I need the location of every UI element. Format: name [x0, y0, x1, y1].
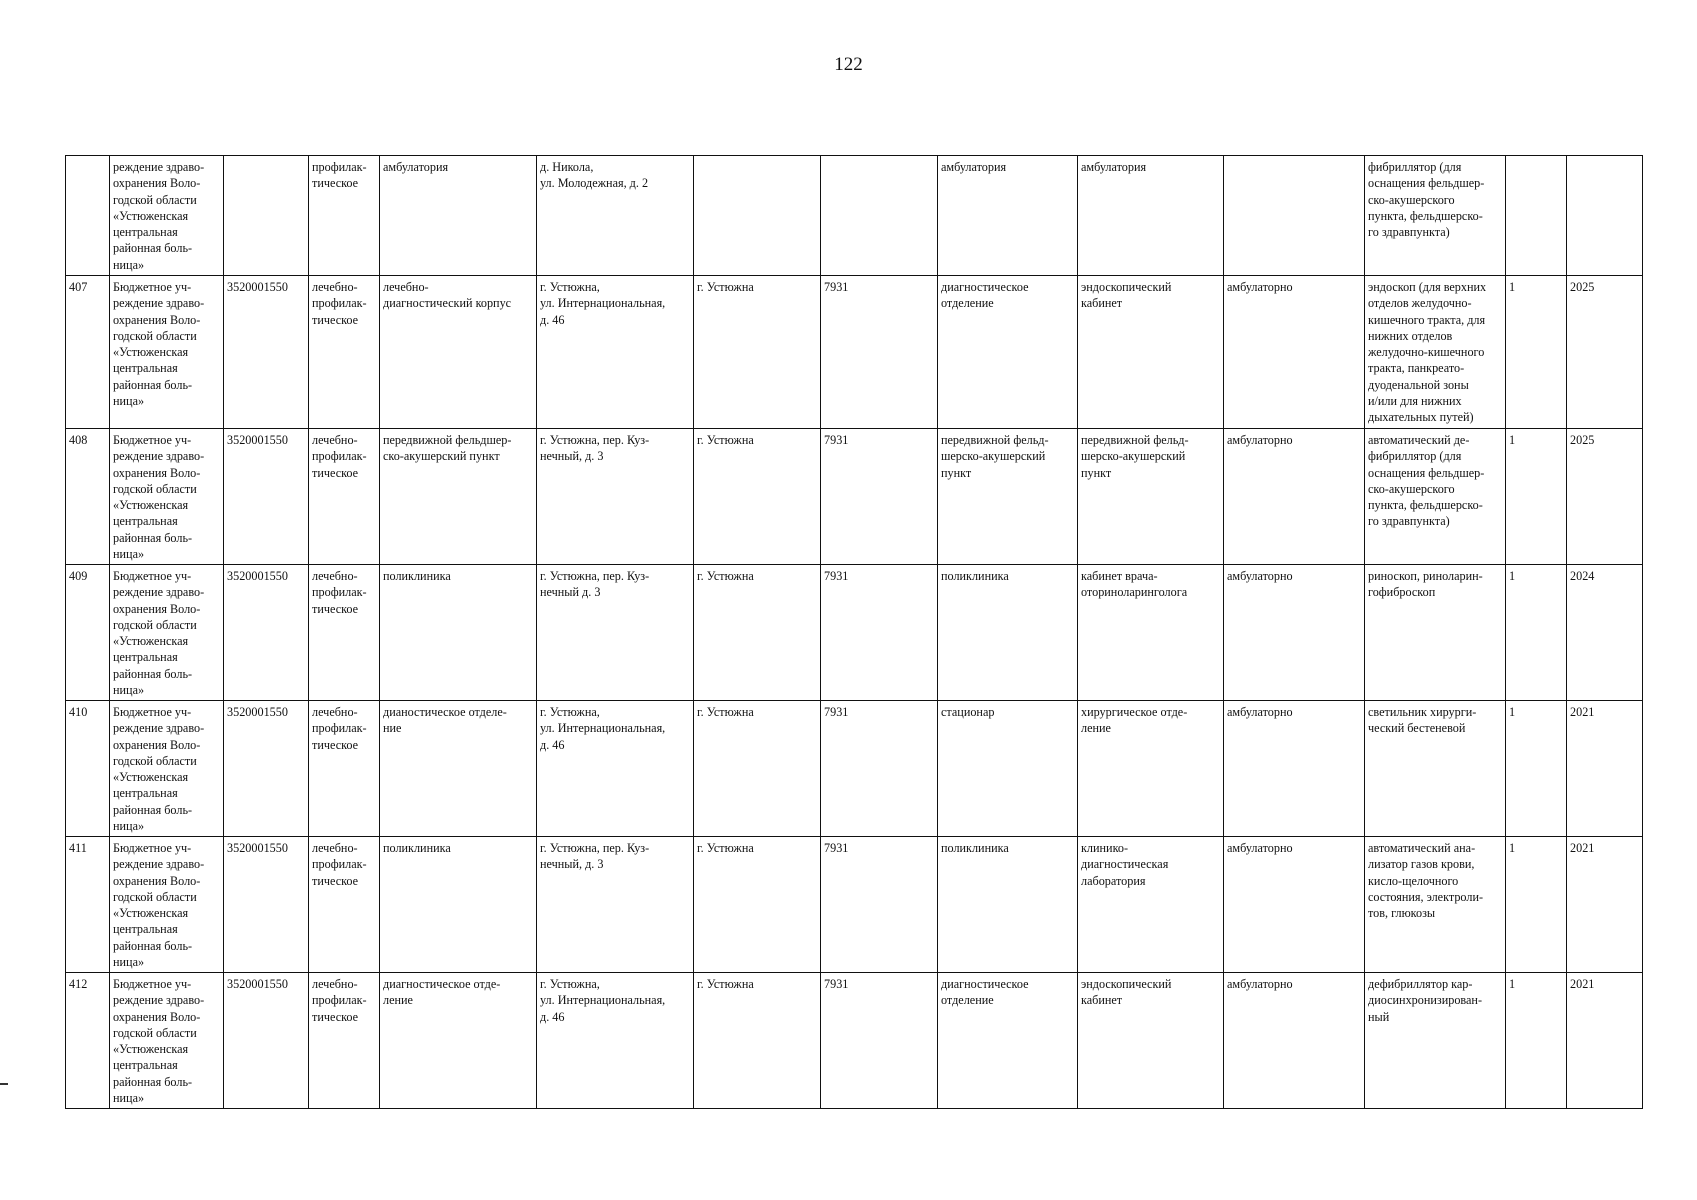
cell-year: 2021 [1567, 701, 1643, 837]
cell-settlement: г. Устюжна [694, 565, 821, 701]
table-row [66, 701, 1643, 837]
cell-unit: диагностическое отде- ление [380, 973, 537, 1109]
cell-care-mode: амбулаторно [1224, 837, 1365, 973]
page-number: 122 [834, 54, 863, 75]
cell-equipment: светильник хирурги- ческий бестеневой [1365, 701, 1506, 837]
cell-okato: 7931 [821, 701, 938, 837]
cell-num [66, 156, 110, 276]
cell-address: г. Устюжна, ул. Интернациональная, д. 46 [537, 276, 694, 429]
cell-equipment: автоматический ана- лизатор газов крови, кисло-щелочного состояния, электроли- тов, глюкозы [1365, 837, 1506, 973]
cell-profile: лечебно- профилак- тическое [309, 837, 380, 973]
cell-department: поликлиника [938, 565, 1078, 701]
cell-equipment: автоматический де- фибриллятор (для оснащения фельдшер- ско-акушерского пункта, фельдшерско- го здравпункта) [1365, 429, 1506, 565]
table-row [66, 837, 1643, 973]
cell-year: 2025 [1567, 429, 1643, 565]
cell-num: 409 [66, 565, 110, 701]
table-row [66, 156, 1643, 276]
cell-okato: 7931 [821, 973, 938, 1109]
cell-cabinet: эндоскопический кабинет [1078, 973, 1224, 1109]
cell-settlement [694, 156, 821, 276]
cell-quantity: 1 [1506, 973, 1567, 1109]
cell-department: передвижной фельд- шерско-акушерский пункт [938, 429, 1078, 565]
cell-cabinet: кабинет врача- оториноларинголога [1078, 565, 1224, 701]
cell-profile: профилак- тическое [309, 156, 380, 276]
scan-margin-mark [0, 1083, 8, 1085]
cell-inn: 3520001550 [224, 429, 309, 565]
cell-okato [821, 156, 938, 276]
cell-year [1567, 156, 1643, 276]
cell-address: г. Устюжна, ул. Интернациональная, д. 46 [537, 701, 694, 837]
cell-profile: лечебно- профилак- тическое [309, 565, 380, 701]
cell-equipment: дефибриллятор кар- диосинхронизирован- ный [1365, 973, 1506, 1109]
cell-care-mode: амбулаторно [1224, 973, 1365, 1109]
cell-num: 410 [66, 701, 110, 837]
cell-unit: дианостическое отделе- ние [380, 701, 537, 837]
cell-okato: 7931 [821, 565, 938, 701]
table-row [66, 565, 1643, 701]
cell-settlement: г. Устюжна [694, 276, 821, 429]
cell-department: диагностическое отделение [938, 973, 1078, 1109]
cell-quantity: 1 [1506, 276, 1567, 429]
cell-unit: поликлиника [380, 837, 537, 973]
cell-settlement: г. Устюжна [694, 837, 821, 973]
cell-department: стационар [938, 701, 1078, 837]
cell-cabinet: амбулатория [1078, 156, 1224, 276]
cell-unit: лечебно- диагностический корпус [380, 276, 537, 429]
cell-inn: 3520001550 [224, 701, 309, 837]
cell-organization: Бюджетное уч- реждение здраво- охранения Воло- годской области «Устюженская центральная районная боль- ница» [110, 973, 224, 1109]
cell-profile: лечебно- профилак- тическое [309, 701, 380, 837]
cell-year: 2021 [1567, 837, 1643, 973]
cell-cabinet: передвижной фельд- шерско-акушерский пункт [1078, 429, 1224, 565]
cell-num: 412 [66, 973, 110, 1109]
cell-department: амбулатория [938, 156, 1078, 276]
cell-okato: 7931 [821, 837, 938, 973]
cell-organization: Бюджетное уч- реждение здраво- охранения Воло- годской области «Устюженская центральная районная боль- ница» [110, 429, 224, 565]
cell-unit: поликлиника [380, 565, 537, 701]
table-row [66, 973, 1643, 1109]
cell-inn: 3520001550 [224, 565, 309, 701]
cell-year: 2025 [1567, 276, 1643, 429]
cell-department: диагностическое отделение [938, 276, 1078, 429]
cell-okato: 7931 [821, 429, 938, 565]
table-row [66, 276, 1643, 429]
equipment-table [65, 155, 1643, 1109]
cell-inn [224, 156, 309, 276]
cell-organization: Бюджетное уч- реждение здраво- охранения Воло- годской области «Устюженская центральная районная боль- ница» [110, 276, 224, 429]
cell-num: 411 [66, 837, 110, 973]
cell-num: 408 [66, 429, 110, 565]
cell-settlement: г. Устюжна [694, 701, 821, 837]
cell-year: 2021 [1567, 973, 1643, 1109]
cell-inn: 3520001550 [224, 837, 309, 973]
cell-care-mode: амбулаторно [1224, 276, 1365, 429]
cell-quantity: 1 [1506, 565, 1567, 701]
cell-care-mode: амбулаторно [1224, 701, 1365, 837]
cell-unit: передвижной фельдшер- ско-акушерский пункт [380, 429, 537, 565]
cell-num: 407 [66, 276, 110, 429]
cell-equipment: риноскоп, риноларин- гофиброскоп [1365, 565, 1506, 701]
cell-address: д. Никола, ул. Молодежная, д. 2 [537, 156, 694, 276]
cell-quantity: 1 [1506, 837, 1567, 973]
cell-address: г. Устюжна, ул. Интернациональная, д. 46 [537, 973, 694, 1109]
cell-profile: лечебно- профилак- тическое [309, 276, 380, 429]
cell-inn: 3520001550 [224, 973, 309, 1109]
cell-inn: 3520001550 [224, 276, 309, 429]
cell-settlement: г. Устюжна [694, 973, 821, 1109]
cell-care-mode: амбулаторно [1224, 565, 1365, 701]
cell-address: г. Устюжна, пер. Куз- нечный, д. 3 [537, 429, 694, 565]
cell-address: г. Устюжна, пер. Куз- нечный, д. 3 [537, 837, 694, 973]
table-row [66, 429, 1643, 565]
cell-okato: 7931 [821, 276, 938, 429]
cell-care-mode: амбулаторно [1224, 429, 1365, 565]
cell-profile: лечебно- профилак- тическое [309, 973, 380, 1109]
cell-organization: Бюджетное уч- реждение здраво- охранения Воло- годской области «Устюженская центральная районная боль- ница» [110, 701, 224, 837]
cell-cabinet: хирургическое отде- ление [1078, 701, 1224, 837]
cell-settlement: г. Устюжна [694, 429, 821, 565]
cell-organization: Бюджетное уч- реждение здраво- охранения Воло- годской области «Устюженская центральная районная боль- ница» [110, 565, 224, 701]
cell-profile: лечебно- профилак- тическое [309, 429, 380, 565]
cell-equipment: фибриллятор (для оснащения фельдшер- ско-акушерского пункта, фельдшерско- го здравпункта) [1365, 156, 1506, 276]
cell-cabinet: клинико- диагностическая лаборатория [1078, 837, 1224, 973]
table-body [66, 156, 1643, 1109]
cell-quantity [1506, 156, 1567, 276]
cell-year: 2024 [1567, 565, 1643, 701]
cell-quantity: 1 [1506, 701, 1567, 837]
cell-unit: амбулатория [380, 156, 537, 276]
cell-address: г. Устюжна, пер. Куз- нечный д. 3 [537, 565, 694, 701]
cell-quantity: 1 [1506, 429, 1567, 565]
cell-cabinet: эндоскопический кабинет [1078, 276, 1224, 429]
cell-organization: реждение здраво- охранения Воло- годской области «Устюженская центральная районная боль- ница» [110, 156, 224, 276]
cell-equipment: эндоскоп (для верхних отделов желудочно- кишечного тракта, для нижних отделов желудочно-кишечного тракта, панкреато- дуоденальной зоны и/или для нижних дыхательных путей) [1365, 276, 1506, 429]
cell-care-mode [1224, 156, 1365, 276]
cell-department: поликлиника [938, 837, 1078, 973]
cell-organization: Бюджетное уч- реждение здраво- охранения Воло- годской области «Устюженская центральная районная боль- ница» [110, 837, 224, 973]
